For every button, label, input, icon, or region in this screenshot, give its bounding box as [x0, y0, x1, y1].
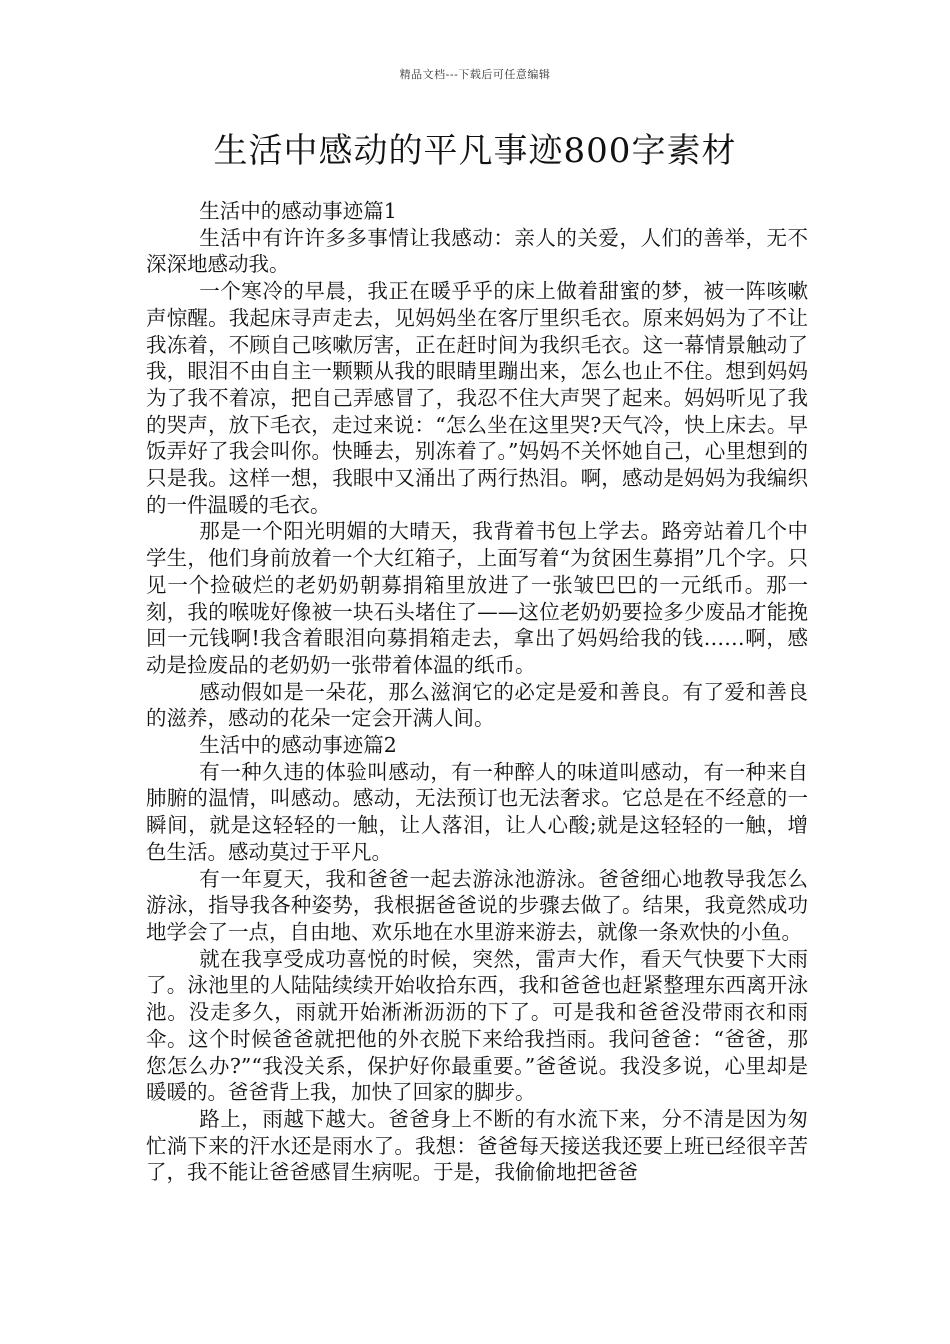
page-header: 精品文档---下载后可任意编辑	[399, 68, 551, 81]
paragraph: 就在我享受成功喜悦的时候，突然，雷声大作，看天气快要下大雨了。泳池里的人陆陆续续开始收拾东西，我和爸爸也赶紧整理东西离开泳池。没走多久，雨就开始淅淅沥沥的下了。可是我和爸爸没带雨衣和雨伞。这个时候爸爸就把他的外衣脱下来给我挡雨。我问爸爸：“爸爸，那您怎么办?”“我没关系，保护好你最重要。”爸爸说。我没多说，心里却是暖暖的。爸爸背上我，加快了回家的脚步。	[146, 946, 808, 1105]
section-heading: 生活中的感动事迹篇1	[199, 199, 397, 223]
paragraph: 一个寒冷的早晨，我正在暖乎乎的床上做着甜蜜的梦，被一阵咳嗽声惊醒。我起床寻声走去，见妈妈坐在客厅里织毛衣。原来妈妈为了不让我冻着，不顾自己咳嗽厉害，正在赶时间为我织毛衣。这一幕情景触动了我，眼泪不由自主一颗颗从我的眼睛里蹦出来，怎么也止不住。想到妈妈为了我不着凉，把自己弄感冒了，我忍不住大声哭了起来。妈妈听见了我的哭声，放下毛衣，走过来说：“怎么坐在这里哭?天气冷，快上床去。早饭弄好了我会叫你。快睡去，别冻着了。”妈妈不关怀她自己，心里想到的只是我。这样一想，我眼中又涌出了两行热泪。啊，感动是妈妈为我编织的一件温暖的毛衣。	[146, 279, 808, 517]
paragraph: 路上，雨越下越大。爸爸身上不断的有水流下来，分不清是因为匆忙淌下来的汗水还是雨水了。我想：爸爸每天接送我还要上班已经很辛苦了，我不能让爸爸感冒生病呢。于是，我偷偷地把爸爸	[146, 1106, 808, 1185]
section-heading: 生活中的感动事迹篇2	[199, 733, 397, 758]
paragraph: 那是一个阳光明媚的大晴天，我背着书包上学去。路旁站着几个中学生，他们身前放着一个大红箱子，上面写着“为贫困生募捐”几个字。只见一个捡破烂的老奶奶朝募捐箱里放进了一张皱巴巴的一元纸币。那一刻，我的喉咙好像被一块石头堵住了——这位老奶奶要捡多少废品才能挽回一元钱啊!我含着眼泪向募捐箱走去，拿出了妈妈给我的钱……啊，感动是捡废品的老奶奶一张带着体温的纸币。	[146, 519, 808, 677]
document-body	[146, 198, 808, 1186]
paragraph: 感动假如是一朵花，那么滋润它的必定是爱和善良。有了爱和善良的滋养，感动的花朵一定会开满人间。	[146, 679, 808, 731]
paragraph: 有一年夏天，我和爸爸一起去游泳池游泳。爸爸细心地教导我怎么游泳，指导我各种姿势，我根据爸爸说的步骤去做了。结果，我竟然成功地学会了一点，自由地、欢乐地在水里游来游去，就像一条欢快的小鱼。	[146, 866, 808, 944]
paragraph: 生活中有许许多多事情让我感动：亲人的关爱，人们的善举，无不深深地感动我。	[146, 225, 808, 277]
document-title: 生活中感动的平凡事迹800字素材	[213, 131, 737, 171]
paragraph: 有一种久违的体验叫感动，有一种醉人的味道叫感动，有一种来自肺腑的温情，叫感动。感动，无法预订也无法奢求。它总是在不经意的一瞬间，就是这轻轻的一触，让人落泪，让人心酸;就是这轻轻的一触，增色生活。感动莫过于平凡。	[146, 759, 808, 864]
